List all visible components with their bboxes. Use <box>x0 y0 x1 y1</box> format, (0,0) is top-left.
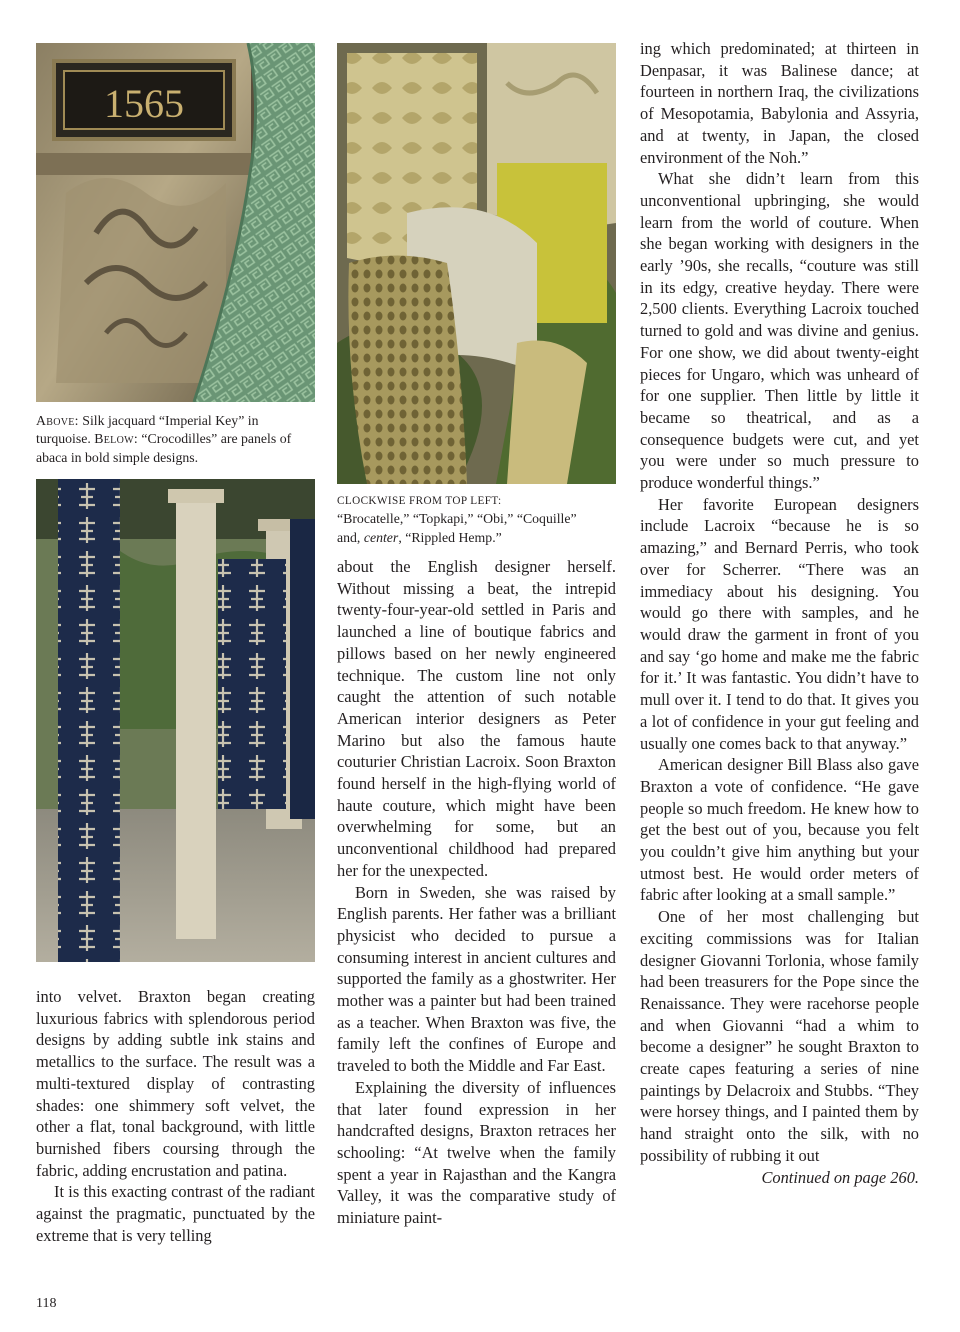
column-1 <box>36 986 315 1246</box>
paragraph: ing which predominated; at thirteen in Denpasar, it was Balinese dance; at fourteen in northern Iraq, the civilizations of Mesopotamia, Babylonia and Assyria, and at twenty, in Japan, the closed environment of the Noh.” <box>640 39 919 167</box>
caption-label-above: Above: <box>36 413 79 428</box>
paragraph: into velvet. Braxton began creating luxurious fabrics with splendorous period designs by adding subtle ink stains and metallics to the surface. The result was a multi-textured display of contrasting shades: one shimmery soft velvet, the other a flat, tonal background, with little burnished fibers coursing through the fabric, adding encrustation and patina. <box>36 987 315 1180</box>
caption-line-3-b: , “Rippled Hemp.” <box>398 529 502 545</box>
photo-imperial-key <box>36 43 315 402</box>
photo-crocodilles <box>36 479 315 962</box>
paragraph: It is this exacting contrast of the radiant against the pragmatic, punctuated by the extreme that is very telling <box>36 1182 315 1245</box>
paragraph: One of her most challenging but exciting commissions was for Italian designer Giovanni Torlonia, whose family had been treasurers for the Pope since the Renaissance. They were racehorse people and when Giovanni “had a whim to become a designer” he sought Braxton to create capes featuring a series of nine paintings by Delacroix and Stubbs. “They were horsey things, and I painted them by hand straight onto the silk, with no possibility of rubbing it out <box>640 907 919 1165</box>
plaque-year: 1565 <box>104 81 184 126</box>
caption-line-3-a: and, <box>337 529 364 545</box>
caption-line-3-center: center <box>363 529 399 545</box>
caption-line-3 <box>337 529 616 547</box>
photo-fabric-swatches <box>337 43 616 484</box>
paragraph: Her favorite European designers include Lacroix “because he is so amazing,” and Bernard Perris, who took over for Scherrer. “There was an immediacy about his designing. You would go there with samples, and he would draw the garment in front of you and say ‘go home and make me the fabric for it.’ It was fantastic. You didn’t have to mull over it. I tend to do that. It gives you a lot of confidence in your gut feeling and usually one comes back to that anyway.” <box>640 494 919 753</box>
column-2 <box>337 556 616 1229</box>
page-number: 118 <box>36 1296 57 1311</box>
caption-label-clockwise: CLOCKWISE FROM TOP LEFT: <box>337 495 502 507</box>
caption-text-above: Silk jacquard “Imperial Key” in turquoise. <box>36 413 259 447</box>
paragraph: Born in Sweden, she was raised by English parents. Her father was a brilliant physicist who decided to pursue a consuming interest in ancient cultures and supported the family as a ghostwriter. Her mother was a painter but had been trained as a teacher. When Braxton was five, the family left the confines of Europe and traveled to both the Middle and Far East. <box>337 882 616 1076</box>
caption-imperial-key <box>36 412 315 467</box>
paragraph: Explaining the diversity of influences that later found expression in her handcrafted designs, Braxton retraces her schooling: “At twelve when the family spent a year in Rajasthan and the Kangra Valley, it was the comparative study of miniature paint- <box>337 1077 616 1228</box>
paragraph: about the English designer herself. Without missing a beat, the intrepid twenty-four-year-old settled in Paris and launched a line of boutique fabrics and pillows based on her newly engineered technique. The custom line not only caught the attention of such notable American interior designers as Peter Marino but also the famous haute couturier Christian Lacroix. Soon Braxton found herself in the high-flying world of haute couture, which might have been overwhelming for some, but an unconventional childhood had prepared her for the unexpected. <box>337 557 616 880</box>
caption-line-2: “Brocatelle,” “Topkapi,” “Obi,” “Coquille” <box>337 511 577 527</box>
paragraph: What she didn’t learn from this unconventional upbringing, she would learn from the world of couture. When she began working with designers in the early ’90s, she recalls, “couture was still in its edgy, creative heyday. There were 2,500 clients. Everything Lacroix touched turned to gold and was divine and genius. For one show, we did about twenty-eight pieces for Ungaro, which was unheard of for one supplier. Then little by little it became so theatrical, and as a consequence budgets were cut, and yet you were under so much pressure to produce wonderful things.” <box>640 169 919 493</box>
caption-text-below: “Crocodilles” are panels of abaca in bold simple designs. <box>36 431 292 465</box>
caption-label-below: Below: <box>94 431 138 447</box>
continued-note: Continued on page 260. <box>761 1167 919 1187</box>
paragraph: American designer Bill Blass also gave Braxton a vote of confidence. “He gave people so much freedom. He knew how to get the best out of you, because you felt you couldn’t give him anything but your utmost best. He would order meters of fabric after looking at a small sample.” <box>640 755 919 905</box>
caption-fabric-swatches <box>337 492 616 547</box>
column-3 <box>640 38 919 1188</box>
